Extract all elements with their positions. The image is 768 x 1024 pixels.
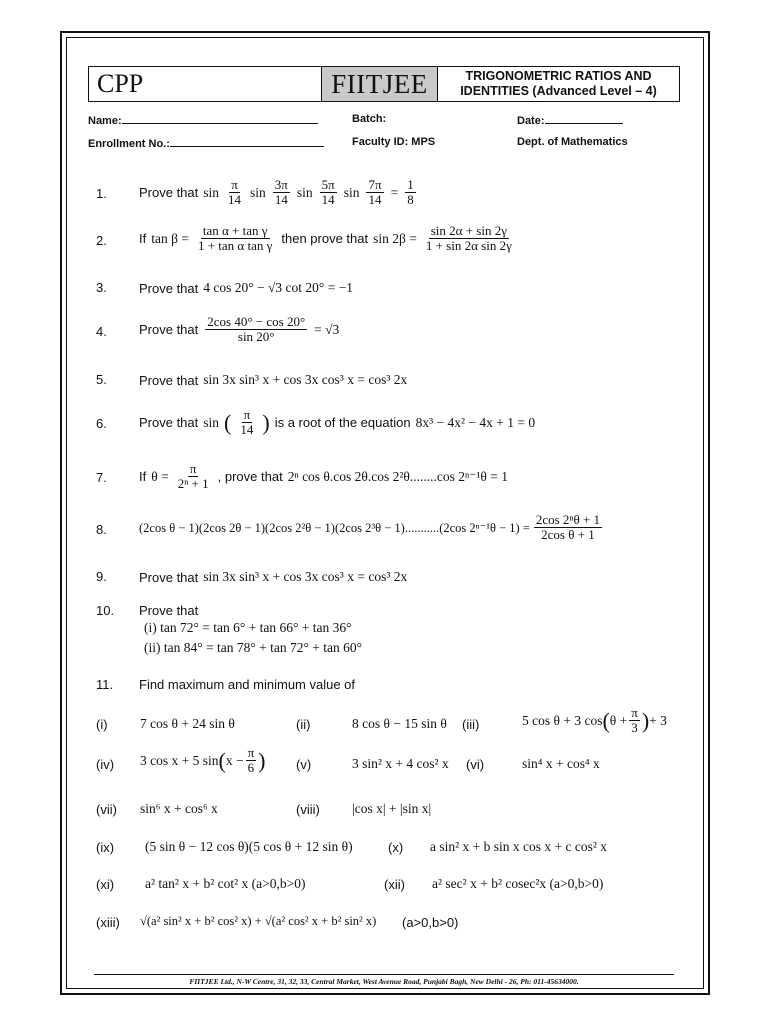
part-label: (x) [388, 840, 404, 855]
header-title-line2: IDENTITIES (Advanced Level – 4) [460, 84, 657, 98]
question-11 [96, 677, 698, 695]
part-expression: √(a² sin² x + b² cos² x) + √(a² cos² x + b² sin² x) [140, 914, 377, 928]
part-label: (iv) [96, 757, 115, 772]
part-expression: 7 cos θ + 24 sin θ [140, 716, 235, 731]
question-number: 4. [96, 324, 107, 339]
date-field [517, 113, 623, 127]
question-text: Prove that [139, 603, 199, 618]
part-label: (xi) [96, 877, 115, 892]
part-label: (viii) [296, 802, 320, 817]
question-1: 1. Prove that sin $\frac{\pi}{14}$ sin $\frac{3\pi}{14}$ sin $\frac{5\pi}{14}$ sin $\frac{7\pi}{14}$ = $\frac{1}{8}$ [96, 177, 414, 207]
question-number: 7. [96, 470, 107, 485]
question-text: Prove that [139, 415, 199, 430]
equation: sin 3x sin³ x + cos 3x cos³ x = cos³ 2x [203, 372, 408, 387]
question-5 [96, 372, 698, 390]
equation: 4 cos 20° − √3 cot 20° = −1 [203, 280, 354, 295]
question-number: 6. [96, 416, 107, 431]
part-expression: a sin² x + b sin x cos x + c cos² x [430, 839, 608, 854]
question-text: If [139, 231, 147, 246]
enrollment-label: Enrollment No.: [88, 138, 170, 150]
question-text: Prove that [139, 322, 199, 337]
part-expression: 8 cos θ − 15 sin θ [352, 716, 447, 731]
header-title-line1: TRIGONOMETRIC RATIOS AND [465, 69, 652, 83]
question-6: 6. Prove that sin ( $\frac{\pi}{14}$ ) is a root of the equation 8x³ − 4x² − 4x + 1 = 0 [96, 407, 536, 437]
header-brand-logo: FIITJEE [322, 67, 438, 101]
part-label: (ix) [96, 840, 115, 855]
question-number: 3. [96, 280, 107, 295]
part-expression-text: + 3 [649, 712, 667, 728]
question-number: 10. [96, 603, 115, 618]
part-expression: 3 cos x + 5 sin ( x − $\frac{\pi}{6}$ ) [140, 745, 266, 775]
part-label: (v) [296, 757, 312, 772]
part-label: (iii) [462, 717, 480, 732]
header-box [88, 66, 680, 102]
question-text: Prove that [139, 569, 199, 585]
question-4: 4. Prove that $\frac{2\cos 40^\circ - \cos 20^\circ}{\sin 20^\circ}$ = √3 [96, 314, 340, 344]
equation: (ii) tan 84° = tan 78° + tan 72° + tan 60° [144, 640, 363, 655]
question-number: 2. [96, 233, 107, 248]
question-text: , prove that [217, 469, 283, 484]
department: Dept. of Mathematics [517, 136, 628, 148]
question-number: 5. [96, 372, 107, 387]
part-expression-text: 5 cos θ + 3 cos [522, 712, 603, 728]
part-expression: |cos x| + |sin x| [352, 801, 432, 816]
part-label: (vi) [466, 757, 485, 772]
part-expression-text: 3 cos x + 5 sin [140, 752, 219, 768]
part-label: (ii) [296, 717, 311, 732]
question-text: Prove that [139, 372, 199, 388]
equation: sin 3x sin³ x + cos 3x cos³ x = cos³ 2x [203, 569, 408, 584]
part-expression: a² sec² x + b² cosec²x (a>0,b>0) [432, 876, 604, 891]
equation: (i) tan 72° = tan 6° + tan 66° + tan 36° [144, 620, 352, 635]
equation: 8x³ − 4x² − 4x + 1 = 0 [415, 414, 536, 430]
enrollment-field [88, 136, 324, 150]
question-9 [96, 569, 698, 587]
footer-address: FIITJEE Ltd., N-W Centre, 31, 32, 33, Central Market, West Avenue Road, Punjabi Bagh, New Delhi - 26, Ph: 011-45634000. [189, 977, 579, 986]
question-3 [96, 280, 698, 298]
part-label: (vii) [96, 802, 117, 817]
question-text: Prove that [139, 185, 199, 200]
equation: (2cos θ − 1)(2cos 2θ − 1)(2cos 2²θ − 1)(2cos 2³θ − 1)...........(2cos 2ⁿ⁻¹θ − 1) = [139, 520, 530, 535]
date-label: Date: [517, 115, 545, 127]
header-title [438, 67, 679, 101]
part-expression: a² tan² x + b² cot² x (a>0,b>0) [145, 876, 306, 891]
part-label: (xiii) [96, 915, 120, 930]
faculty-id: Faculty ID: MPS [352, 136, 436, 148]
part-expression: sin⁴ x + cos⁴ x [522, 756, 600, 771]
question-text: is a root of the equation [274, 415, 411, 430]
part-label: (xii) [384, 877, 405, 892]
part-expression: 5 cos θ + 3 cos ( θ + $\frac{\pi}{3}$ ) + 3 [522, 705, 667, 735]
part-expression: (5 sin θ − 12 cos θ)(5 cos θ + 12 sin θ) [145, 839, 353, 854]
name-field [88, 113, 318, 127]
part-expression: sin⁶ x + cos⁶ x [140, 801, 218, 816]
name-label: Name: [88, 115, 122, 127]
question-number: 8. [96, 522, 107, 537]
question-7: 7. If θ = $\frac{\pi}{\text{2ⁿ + 1}}$ , prove that 2ⁿ cos θ.cos 2θ.cos 2²θ........cos 2ⁿ⁻¹θ = 1 [96, 461, 508, 491]
question-number: 11. [96, 677, 114, 692]
question-text: then prove that [281, 231, 369, 246]
footer-divider [94, 974, 674, 975]
part-expression: 3 sin² x + 4 cos² x [352, 756, 449, 771]
equation: 2ⁿ cos θ.cos 2θ.cos 2²θ........cos 2ⁿ⁻¹θ = 1 [287, 468, 508, 484]
question-text: If [139, 469, 147, 484]
part-label: (i) [96, 717, 108, 732]
question-number: 9. [96, 569, 107, 584]
question-number: 1. [96, 186, 107, 201]
question-text: Prove that [139, 280, 199, 296]
question-10 [96, 603, 698, 659]
question-8: 8. (2cos θ − 1)(2cos 2θ − 1)(2cos 2²θ − 1)(2cos 2³θ − 1)...........(2cos 2ⁿ⁻¹θ − 1) = $\frac{\text{2cos 2ⁿθ + 1}}{\text{2cos θ + 1}}$ [96, 512, 601, 542]
batch-label: Batch: [352, 113, 387, 125]
header-cpp: CPP [89, 67, 322, 101]
part-condition: (a>0,b>0) [402, 915, 459, 930]
question-2: 2. If tan β = $\frac{\text{tan α + tan γ}}{\text{1 + tan α tan γ}}$ then prove that sin 2β = $\frac{\sin 2\alpha + \sin 2\gamma}{\text{1 + sin 2α sin 2γ}}$ [96, 223, 512, 253]
question-text: Find maximum and minimum value of [139, 677, 356, 692]
